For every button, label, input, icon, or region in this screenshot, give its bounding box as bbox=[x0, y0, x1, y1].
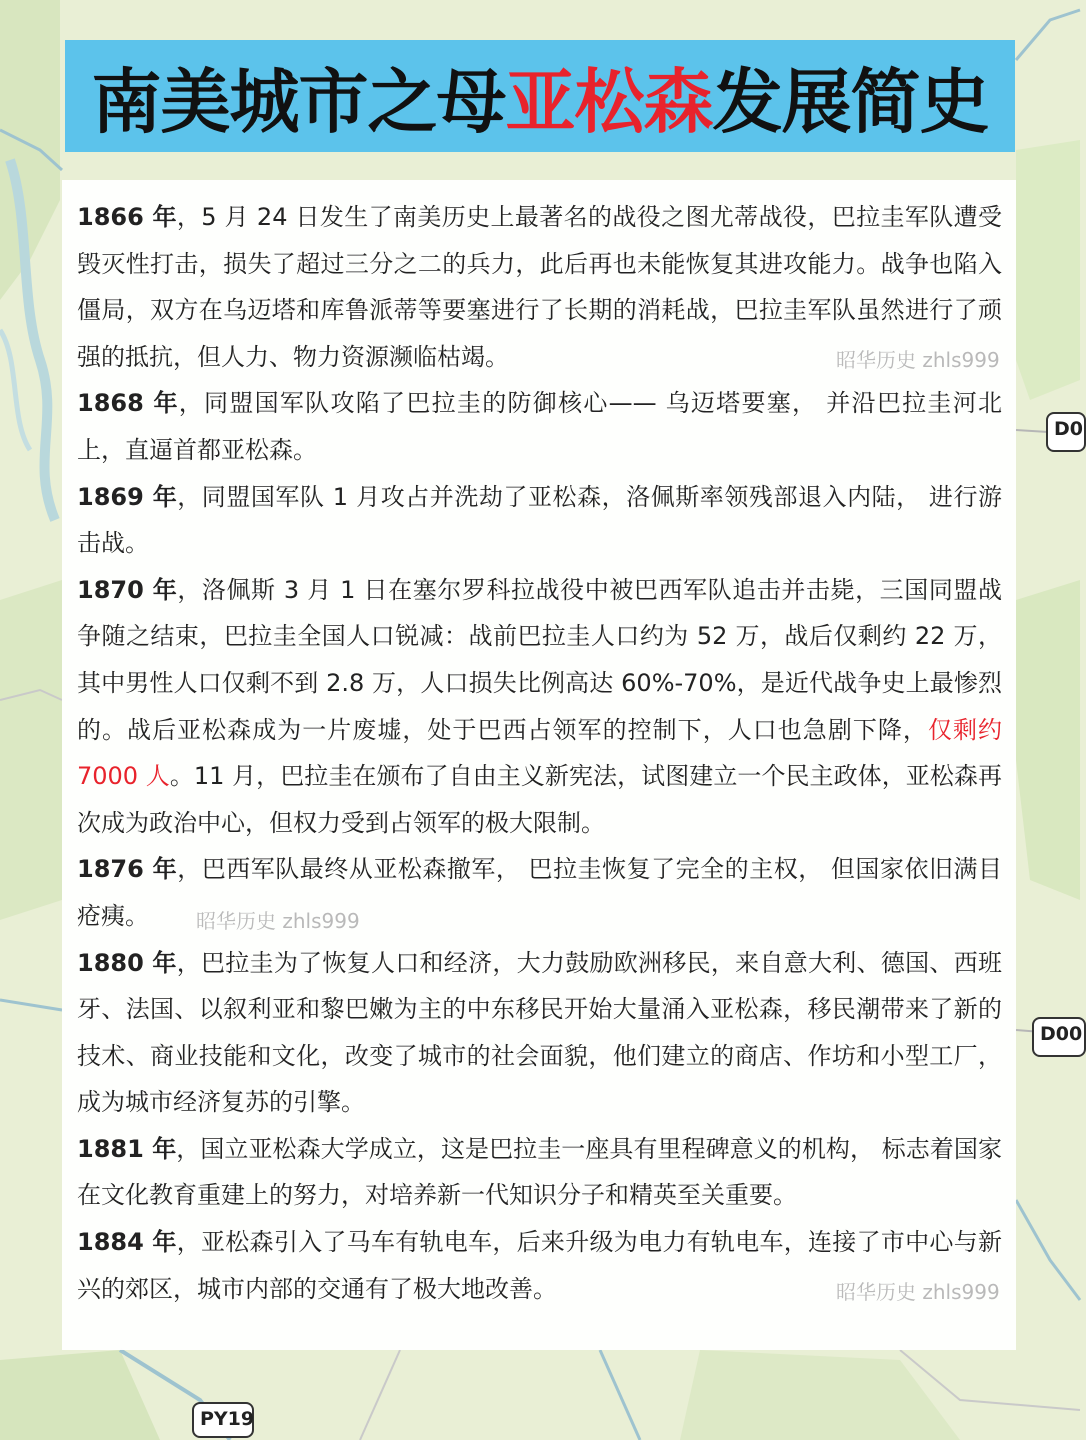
road-badge-py19: PY19 bbox=[192, 1402, 254, 1438]
paragraph-text: ，亚松森引入了马车有轨电车，后来升级为电力有轨电车，连接了市中心与新兴的郊区，城市内部的交通有了极大地改善。 bbox=[77, 1228, 1002, 1303]
year-label: 1870 年 bbox=[77, 575, 178, 604]
title-part-2: 发展简史 bbox=[712, 60, 989, 143]
year-label: 1880 年 bbox=[77, 948, 177, 977]
year-label: 1881 年 bbox=[77, 1134, 177, 1163]
watermark: 昭华历史 zhls999 bbox=[196, 909, 360, 933]
paragraph-text: ，同盟国军队攻陷了巴拉圭的防御核心—— 乌迈塔要塞， 并沿巴拉圭河北上，直逼首都亚松森。 bbox=[77, 389, 1002, 464]
title-part-1: 南美城市之母 bbox=[91, 60, 506, 143]
road-badge-d00: D00 bbox=[1032, 1017, 1086, 1057]
paragraph-text-after: 。11 月，巴拉圭在颁布了自由主义新宪法，试图建立一个民主政体，亚松森再次成为政治中心，但权力受到占领军的极大限制。 bbox=[77, 762, 1002, 837]
paragraph-1869 bbox=[77, 474, 1002, 567]
watermark: 昭华历史 zhls999 bbox=[836, 1280, 1000, 1304]
paragraph-1870 bbox=[77, 567, 1002, 847]
year-label: 1866 年 bbox=[77, 203, 177, 231]
paragraph-1880 bbox=[77, 940, 1002, 1126]
paragraph-text: ，国立亚松森大学成立，这是巴拉圭一座具有里程碑意义的机构， 标志着国家在文化教育重建上的努力，对培养新一代知识分子和精英至关重要。 bbox=[77, 1134, 1002, 1210]
paragraph-text: ，巴拉圭为了恢复人口和经济，大力鼓励欧洲移民，来自意大利、德国、西班牙、法国、以叙利亚和黎巴嫩为主的中东移民开始大量涌入亚松森，移民潮带来了新的技术、商业技能和文化，改变了城市的社会面貌，他们建立的商店、作坊和小型工厂，成为城市经济复苏的引擎。 bbox=[77, 948, 1002, 1117]
paragraph-text: ，洛佩斯 3 月 1 日在塞尔罗科拉战役中被巴西军队追击并击毙，三国同盟战争随之结束，巴拉圭全国人口锐减：战前巴拉圭人口约为 52 万，战后仅剩约 22 万，其中男性人口仅剩不到 2.8 万，人口损失比例高达 60%-70%，是近代战争史上最惨烈的。战后亚松森成为一片废墟，处于巴西占领军的控制下，人口也急剧下降， bbox=[77, 575, 1002, 744]
paragraph-text: ，5 月 24 日发生了南美历史上最著名的战役之图尤蒂战役，巴拉圭军队遭受毁灭性打击，损失了超过三分之二的兵力，此后再也未能恢复其进攻能力。战争也陷入僵局，双方在乌迈塔和库鲁派蒂等要塞进行了长期的消耗战，巴拉圭军队虽然进行了顽强的抵抗，但人力、物力资源濒临枯竭。 bbox=[77, 203, 1002, 371]
paragraph-text: ，同盟国军队 1 月攻占并洗劫了亚松森，洛佩斯率领残部退入内陆， 进行游击战。 bbox=[77, 482, 1002, 558]
paragraph-1868 bbox=[77, 380, 1002, 473]
title-banner bbox=[65, 40, 1015, 152]
year-label: 1868 年 bbox=[77, 389, 179, 418]
year-label: 1869 年 bbox=[77, 482, 178, 511]
page-title bbox=[92, 46, 989, 147]
paragraph-1881 bbox=[77, 1126, 1002, 1219]
paragraph-text: ，巴西军队最终从亚松森撤军， 巴拉圭恢复了完全的主权， 但国家依旧满目疮痍。 bbox=[77, 855, 1002, 930]
highlight-text: 仅剩约 7000 人 bbox=[77, 715, 1003, 791]
road-badge-d0: D0 bbox=[1046, 412, 1086, 452]
watermark: 昭华历史 zhls999 bbox=[836, 348, 1000, 372]
year-label: 1876 年 bbox=[77, 855, 178, 884]
year-label: 1884 年 bbox=[77, 1228, 177, 1257]
title-accent: 亚松森 bbox=[505, 60, 713, 143]
